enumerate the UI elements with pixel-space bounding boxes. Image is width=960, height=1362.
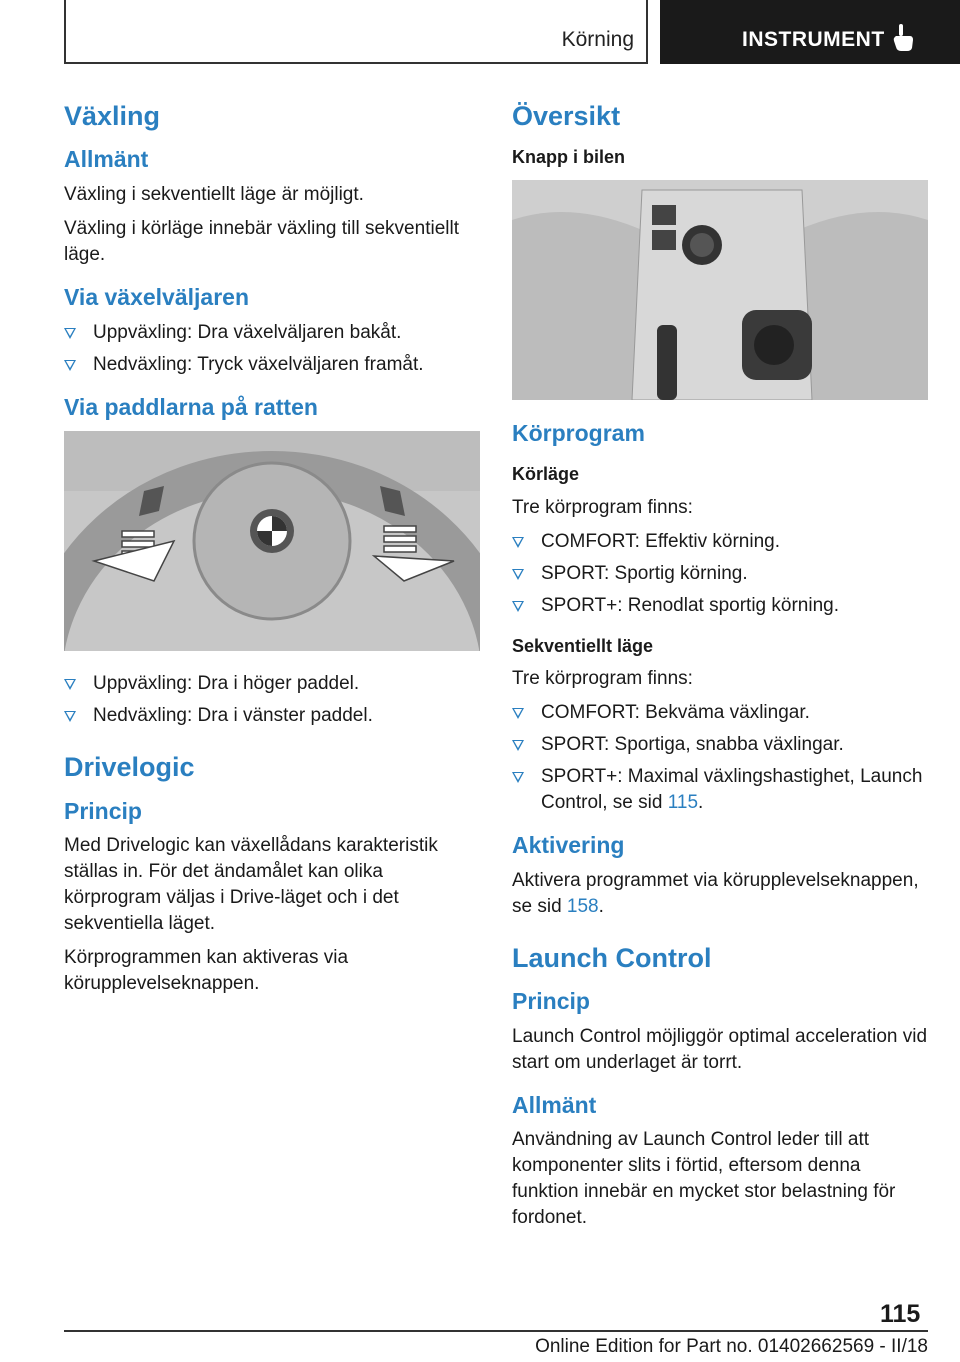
list-item: Uppväxling: Dra växelväljaren bakåt.: [64, 320, 480, 346]
sekventiellt-lage-heading: Sekventiellt läge: [512, 635, 654, 656]
paddles-list: [64, 671, 480, 729]
allmant-paragraph-2: Växling i körläge innebär växling till sekventiellt läge.: [64, 217, 459, 265]
princip-paragraph-2: Körprogrammen kan aktiveras via körupplevelseknappen.: [64, 947, 349, 995]
triangle-bullet-icon: [64, 328, 76, 339]
vaxling-title: Växling: [64, 101, 161, 131]
launch-princip-heading: Princip: [512, 988, 590, 1015]
triangle-bullet-icon: [64, 711, 76, 722]
korlage-list: [512, 529, 928, 619]
sekventiellt-list: [512, 700, 928, 816]
triangle-bullet-icon: [512, 537, 524, 548]
korlage-heading: Körläge: [512, 464, 580, 485]
launch-allmant-paragraph: Användning av Launch Control leder till att komponenter slits i förtid, eftersom denna funktion innebär en mycket stor belastning för fordonet.: [512, 1129, 896, 1229]
triangle-bullet-icon: [512, 772, 524, 783]
sekventiellt-intro: Tre körprogram finns:: [512, 668, 693, 690]
list-item: SPORT: Sportig körning.: [512, 561, 928, 587]
header-chapter-box: [660, 0, 960, 64]
korlage-intro: Tre körprogram finns:: [512, 496, 693, 518]
triangle-bullet-icon: [512, 708, 524, 719]
list-item: Uppväxling: Dra i höger paddel.: [64, 671, 480, 697]
launch-allmant-heading: Allmänt: [512, 1091, 597, 1118]
triangle-bullet-icon: [512, 569, 524, 580]
footer-edition-text: Online Edition for Part no. 01402662569 - II/18: [535, 1336, 928, 1357]
korprogram-heading: Körprogram: [512, 419, 645, 446]
oversikt-title: Översikt: [512, 101, 621, 131]
knapp-i-bilen-heading: Knapp i bilen: [512, 147, 626, 168]
header-section-title: Körning: [561, 28, 634, 51]
via-paddlarna-heading: Via paddlarna på ratten: [64, 393, 318, 420]
launch-princip-paragraph: Launch Control möjliggör optimal acceleration vid start om underlaget är torrt.: [512, 1025, 928, 1073]
right-column: [512, 100, 928, 1239]
launch-control-title: Launch Control: [512, 942, 712, 973]
left-column: [64, 100, 480, 1005]
header-section-box: [64, 0, 648, 64]
list-item: SPORT+: Maximal växlingshastighet, Launch Control, se sid 115.: [512, 764, 928, 816]
list-item: Nedväxling: Dra i vänster paddel.: [64, 703, 480, 729]
princip-paragraph-1: Med Drivelogic kan växellådans karakteristik ställas in. För det ändamålet kan olika körprogram väljas i Drive-läget och i det sekventiella läget.: [64, 835, 438, 935]
triangle-bullet-icon: [64, 679, 76, 690]
princip-heading: Princip: [64, 797, 142, 824]
vaxelvaljaren-list: [64, 320, 480, 378]
footer-divider: [64, 1330, 928, 1332]
allmant-heading: Allmänt: [64, 146, 149, 173]
list-item: Nedväxling: Tryck växelväljaren framåt.: [64, 352, 480, 378]
header-chapter-title: INSTRUMENT: [742, 28, 885, 51]
drivelogic-title: Drivelogic: [64, 752, 195, 783]
via-vaxelvaljaren-heading: Via växelväljaren: [64, 283, 249, 310]
list-item: SPORT+: Renodlat sportig körning.: [512, 593, 928, 619]
aktivering-paragraph: Aktivera programmet via körupplevelseknappen, se sid 158.: [512, 869, 919, 917]
triangle-bullet-icon: [64, 360, 76, 371]
pointing-hand-icon: [892, 24, 914, 57]
triangle-bullet-icon: [512, 601, 524, 612]
page-number: 115: [880, 1300, 921, 1328]
center-console-image: [512, 180, 928, 400]
list-item: SPORT: Sportiga, snabba växlingar.: [512, 732, 928, 758]
steering-wheel-paddles-image: [64, 431, 480, 651]
aktivering-heading: Aktivering: [512, 832, 625, 859]
triangle-bullet-icon: [512, 740, 524, 751]
list-item: COMFORT: Effektiv körning.: [512, 529, 928, 555]
list-item: COMFORT: Bekväma växlingar.: [512, 700, 928, 726]
page-link-115[interactable]: 115: [667, 792, 699, 814]
page-link-158[interactable]: 158: [566, 895, 599, 917]
allmant-paragraph-1: Växling i sekventiellt läge är möjligt.: [64, 183, 364, 205]
